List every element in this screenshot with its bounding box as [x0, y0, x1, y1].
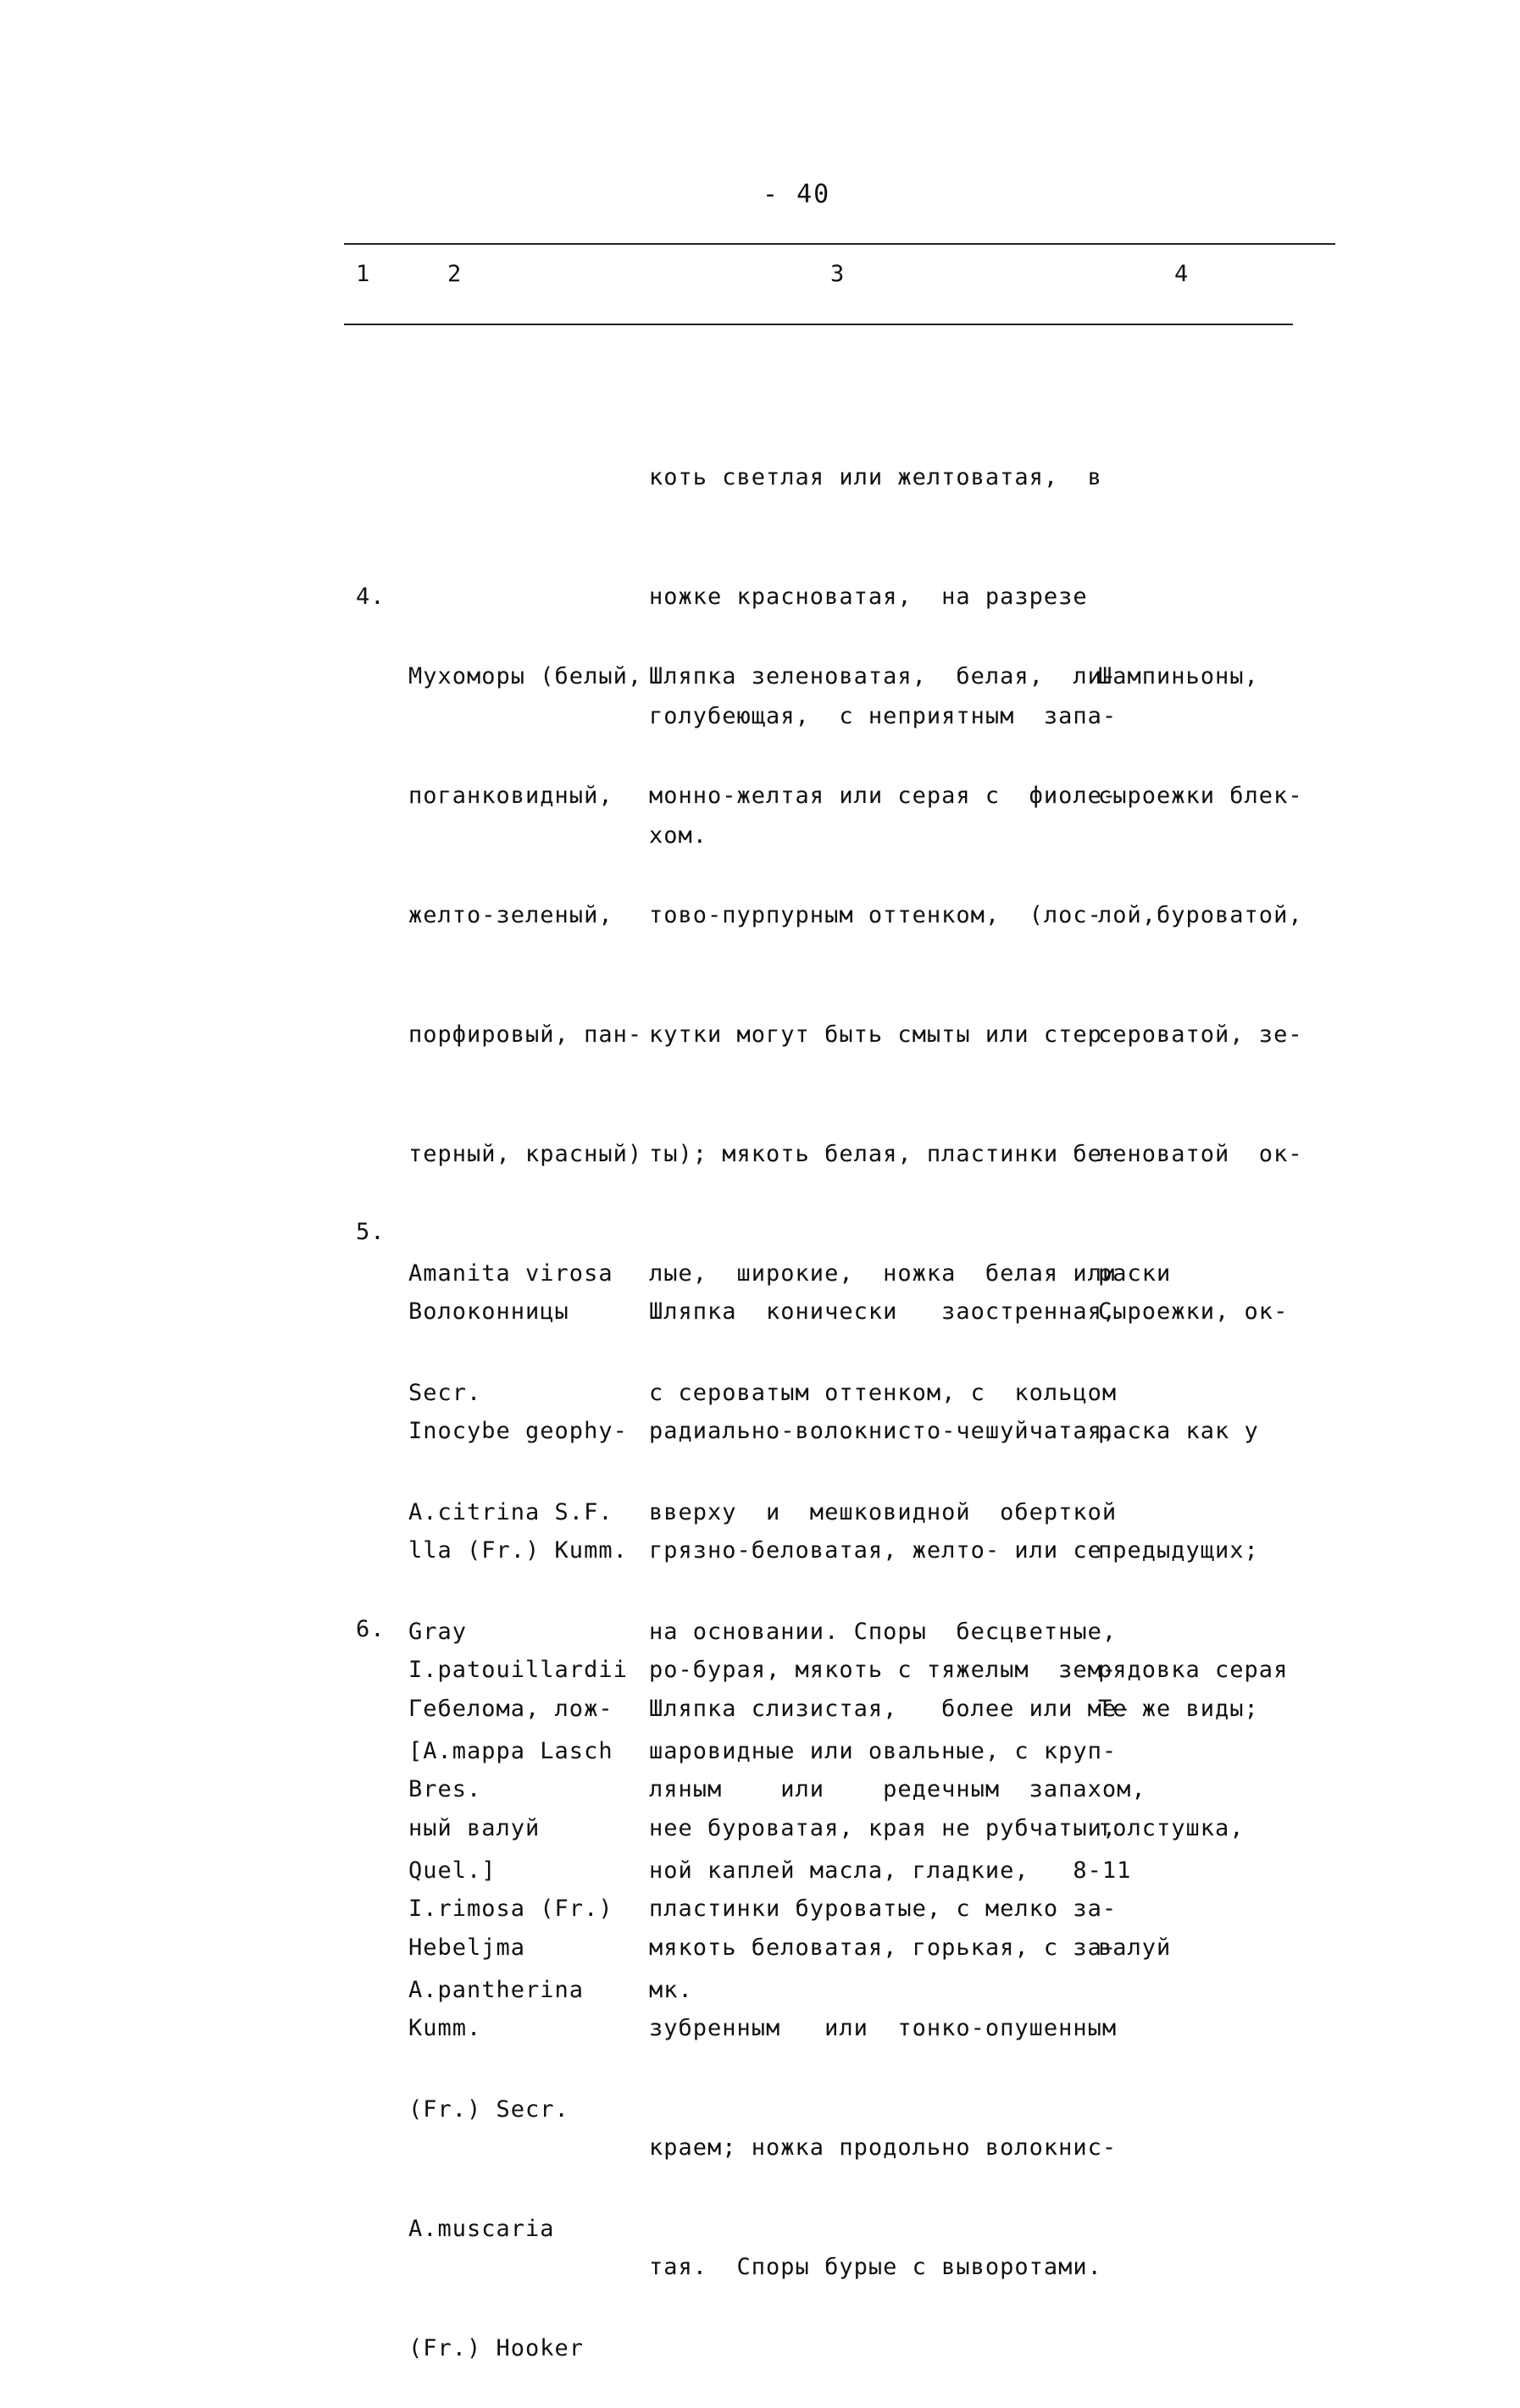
text-line: сероватой, зе-: [1098, 1021, 1303, 1048]
text-line: с сероватым оттенком, с кольцом: [649, 1380, 1118, 1406]
text-line: Те же виды;: [1098, 1696, 1259, 1722]
text-line: шаровидные или овальные, с круп-: [649, 1738, 1118, 1764]
text-line: Bres.: [408, 1776, 482, 1802]
text-line: Шляпка конически заостренная,: [649, 1298, 1118, 1325]
text-line: зубренным или тонко-опушенным: [649, 2015, 1118, 2041]
text-line: мк.: [649, 1977, 693, 2003]
text-line: Гебелома, лож-: [408, 1696, 613, 1722]
text-line: I.patouillardii: [408, 1657, 628, 1683]
text-line: толстушка,: [1098, 1815, 1245, 1841]
text-line: пластинки буроватые, с мелко за-: [649, 1896, 1118, 1922]
text-line: порфировый, пан-: [408, 1021, 643, 1048]
text-line: Inocybe geophy-: [408, 1418, 628, 1444]
text-line: ляным или редечным запахом,: [649, 1776, 1146, 1802]
column-header-1: 1: [356, 261, 370, 287]
text-line: краем; ножка продольно волокнис-: [649, 2134, 1118, 2161]
text-line: A.citrina S.F.: [408, 1499, 613, 1525]
text-line: желто-зеленый,: [408, 902, 613, 928]
text-line: ный валуй: [408, 1815, 541, 1841]
text-line: тая. Споры бурые с выворотами.: [649, 2254, 1102, 2280]
row-4-number: 4.: [356, 584, 386, 610]
text-line: ро-бурая, мякоть с тяжелым зем-: [649, 1657, 1118, 1683]
text-line: I.rimosa (Fr.): [408, 1896, 613, 1922]
text-line: Quel.]: [408, 1857, 496, 1884]
text-line: мякоть беловатая, горькая, с за-: [649, 1935, 1118, 1961]
row-6-number: 6.: [356, 1616, 386, 1642]
text-line: кутки могут быть смыты или стер: [649, 1021, 1102, 1048]
text-line: леноватой ок-: [1098, 1141, 1303, 1167]
text-line: голубеющая, с неприятным запа-: [649, 703, 1118, 729]
text-line: Сыроежки, ок-: [1098, 1298, 1289, 1325]
text-line: терный, красный): [408, 1141, 643, 1167]
column-header-4: 4: [1174, 261, 1189, 287]
text-line: хом.: [649, 822, 708, 849]
text-line: поганковидный,: [408, 783, 613, 809]
text-line: A.muscaria: [408, 2216, 555, 2242]
text-line: вверху и мешковидной оберткой: [649, 1499, 1118, 1525]
text-line: грязно-беловатая, желто- или се: [649, 1537, 1102, 1564]
text-line: Amanita virosa: [408, 1260, 613, 1287]
text-line: лые, широкие, ножка белая или: [649, 1260, 1118, 1287]
row-6-description: [649, 1609, 1131, 2007]
text-line: радиально-волокнисто-чешуйчатая,: [649, 1418, 1118, 1444]
text-line: нее буроватая, края не рубчатыи,: [649, 1815, 1118, 1841]
text-line: Gray: [408, 1619, 468, 1645]
column-header-3: 3: [830, 261, 845, 287]
text-line: ножке красноватая, на разрезе: [649, 584, 1088, 610]
text-line: ной каплей масла, гладкие, 8-11: [649, 1857, 1132, 1884]
table-top-rule: [344, 243, 1335, 245]
text-line: раски: [1098, 1260, 1172, 1287]
text-line: ты); мякоть белая, пластинки бе-: [649, 1141, 1118, 1167]
text-line: монно-желтая или серая с фиоле-: [649, 783, 1118, 809]
text-line: (Fr.) Hooker: [408, 2335, 585, 2361]
text-line: [A.mappa Lasch: [408, 1738, 613, 1764]
text-line: Шампиньоны,: [1098, 663, 1259, 689]
row-6-name: [408, 1609, 613, 2007]
text-line: тово-пурпурным оттенком, (лос-: [649, 902, 1102, 928]
table-header-rule: [344, 324, 1293, 325]
row-6-substitutes: [1098, 1609, 1259, 2007]
page-number: - 40: [763, 180, 831, 209]
text-line: валуй: [1098, 1935, 1172, 1961]
text-line: предыдущих;: [1098, 1537, 1259, 1564]
row-5-number: 5.: [356, 1219, 386, 1245]
text-line: lla (Fr.) Kumm.: [408, 1537, 628, 1564]
text-line: Шляпка слизистая, более или ме-: [649, 1696, 1132, 1722]
text-line: рядовка серая: [1098, 1657, 1289, 1683]
text-line: Hebeljma: [408, 1935, 526, 1961]
text-line: сыроежки блек-: [1098, 783, 1303, 809]
text-line: раска как у: [1098, 1418, 1259, 1444]
text-line: Волоконницы: [408, 1298, 569, 1325]
text-line: (Fr.) Secr.: [408, 2096, 569, 2123]
text-line: A.pantherina: [408, 1977, 585, 2003]
text-line: Secr.: [408, 1380, 482, 1406]
text-line: Kumm.: [408, 2015, 482, 2041]
text-line: лой,буроватой,: [1098, 902, 1303, 928]
text-line: коть светлая или желтоватая, в: [649, 464, 1102, 490]
text-line: Шляпка зеленоватая, белая, ли-: [649, 663, 1118, 689]
text-line: Мухоморы (белый,: [408, 663, 643, 689]
column-header-2: 2: [447, 261, 462, 287]
text-line: на основании. Споры бесцветные,: [649, 1619, 1118, 1645]
